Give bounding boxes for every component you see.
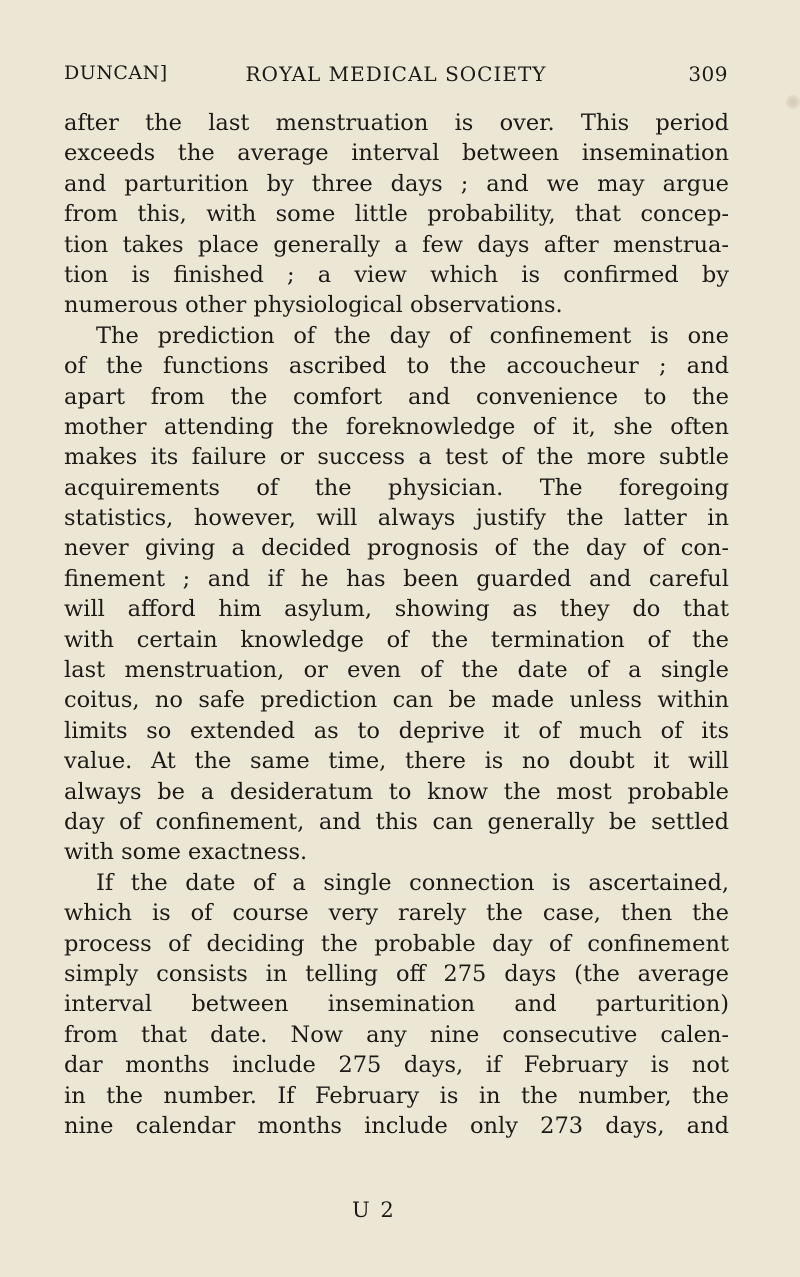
text-line: with some exactness. (64, 839, 308, 866)
signature-mark: U 2 (352, 1198, 396, 1222)
text-line: coitus, no safe prediction can be made unless within (64, 687, 729, 714)
paper-stain (786, 95, 800, 109)
text-line: always be a desideratum to know the most probable (64, 778, 729, 805)
text-line: from this, with some little probability, that concep- (64, 201, 729, 228)
text-line: of the functions ascribed to the accoucheur ; and (64, 353, 729, 380)
text-line: simply consists in telling off 275 days (the average (64, 960, 729, 987)
text-line: numerous other physiological observations. (64, 292, 563, 319)
text-line: mother attending the foreknowledge of it, she often (64, 413, 729, 440)
text-line: process of deciding the probable day of confinement (64, 930, 729, 957)
text-line: makes its failure or success a test of the more subtle (64, 444, 729, 471)
text-line: acquirements of the physician. The foregoing (64, 474, 729, 501)
text-line: exceeds the average interval between insemination (64, 140, 729, 167)
paragraph-first-line: If the date of a single connection is ascertained, (96, 869, 729, 896)
running-head (64, 62, 728, 92)
text-line: statistics, however, will always justify the latter in (64, 505, 729, 532)
text-line: from that date. Now any nine consecutive calen- (64, 1021, 729, 1048)
text-line: finement ; and if he has been guarded and careful (64, 565, 729, 592)
text-line: dar months include 275 days, if February is not (64, 1052, 729, 1079)
text-line: which is of course very rarely the case, then the (64, 900, 729, 927)
text-line: tion takes place generally a few days after menstrua- (64, 231, 729, 258)
paragraph-first-line: The prediction of the day of confinement is one (96, 322, 729, 349)
body-text (64, 108, 729, 1141)
page-number: 309 (688, 62, 728, 86)
text-line: never giving a decided prognosis of the day of con- (64, 535, 729, 562)
text-line: and parturition by three days ; and we may argue (64, 170, 729, 197)
text-line: in the number. If February is in the number, the (64, 1082, 729, 1109)
text-line: day of confinement, and this can generally be settled (64, 808, 729, 835)
text-line: value. At the same time, there is no doubt it will (64, 748, 729, 775)
text-line: limits so extended as to deprive it of much of its (64, 717, 729, 744)
text-line: with certain knowledge of the termination of the (64, 626, 729, 653)
text-line: tion is finished ; a view which is confirmed by (64, 261, 729, 288)
text-line: interval between insemination and parturition) (64, 991, 729, 1018)
text-line: after the last menstruation is over. This period (64, 110, 729, 136)
running-head-title: ROYAL MEDICAL SOCIETY (245, 62, 547, 86)
running-head-author: DUNCAN] (64, 62, 168, 84)
text-line: last menstruation, or even of the date of a single (64, 657, 729, 684)
text-line: will afford him asylum, showing as they do that (64, 596, 729, 623)
text-line: apart from the comfort and convenience to the (64, 383, 729, 410)
text-line: nine calendar months include only 273 days, and (64, 1112, 729, 1139)
